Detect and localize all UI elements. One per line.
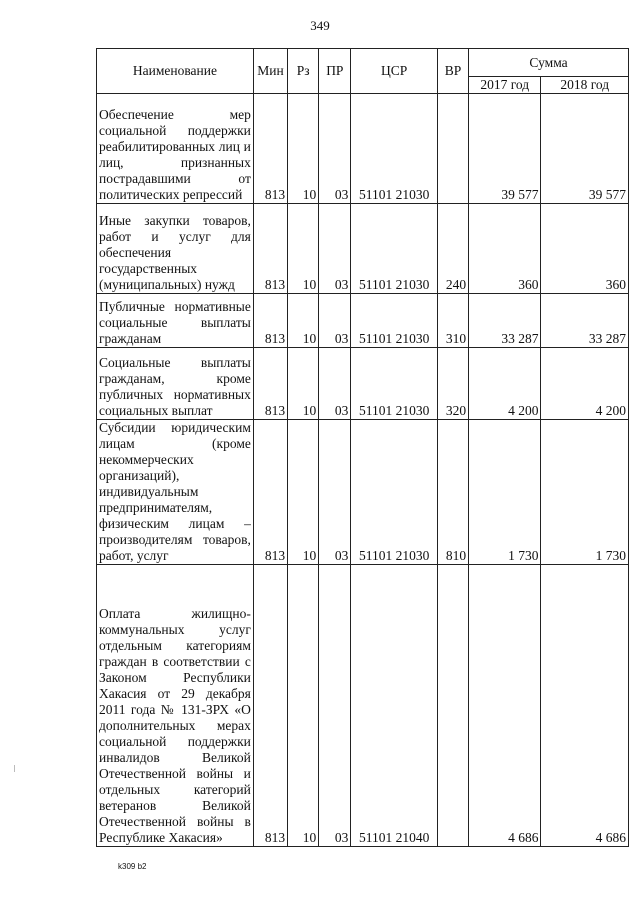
header-year-2017: 2017 год — [469, 77, 541, 94]
budget-table — [96, 48, 629, 847]
row-vr: 320 — [437, 348, 468, 420]
row-vr: 810 — [437, 420, 468, 565]
header-min: Мин — [253, 49, 287, 94]
table-row — [97, 204, 629, 294]
row-rz: 10 — [288, 204, 319, 294]
row-csr: 51101 21030 — [351, 94, 437, 204]
row-pr: 03 — [319, 204, 351, 294]
row-sum-2017: 33 287 — [469, 294, 541, 348]
page-number: 349 — [310, 18, 330, 33]
row-min: 813 — [253, 294, 287, 348]
row-rz: 10 — [288, 94, 319, 204]
row-sum-2018: 1 730 — [541, 420, 629, 565]
row-name: Обеспечение мер социальной поддержки реабилитированных лиц и лиц, признанных пострадавшими от политических репрессий — [97, 94, 254, 204]
row-name: Публичные нормативные социальные выплаты гражданам — [97, 294, 254, 348]
row-csr: 51101 21030 — [351, 348, 437, 420]
row-vr: 240 — [437, 204, 468, 294]
row-pr: 03 — [319, 420, 351, 565]
table-row — [97, 294, 629, 348]
table-row — [97, 565, 629, 847]
row-name: Иные закупки товаров, работ и услуг для обеспечения государственных (муниципальных) нужд — [97, 204, 254, 294]
table-row — [97, 420, 629, 565]
row-sum-2017: 4 686 — [469, 565, 541, 847]
header-year-2018: 2018 год — [541, 77, 629, 94]
row-pr: 03 — [319, 294, 351, 348]
row-csr: 51101 21030 — [351, 204, 437, 294]
row-sum-2017: 1 730 — [469, 420, 541, 565]
row-sum-2018: 4 200 — [541, 348, 629, 420]
row-min: 813 — [253, 420, 287, 565]
header-sum: Сумма — [469, 49, 629, 77]
row-name: Социальные выплаты гражданам, кроме публичных нормативных социальных выплат — [97, 348, 254, 420]
row-pr: 03 — [319, 348, 351, 420]
row-sum-2018: 33 287 — [541, 294, 629, 348]
row-sum-2017: 39 577 — [469, 94, 541, 204]
row-name: Оплата жилищно-коммунальных услуг отдельным категориям граждан в соответствии с Законом Республики Хакасия от 29 декабря 2011 года № 131-ЗРХ «О дополнительных мерах социальной поддержки инвалидов Великой Отечественной войны и отдельных категорий ветеранов Великой Отечественной войны в Республике Хакасия» — [97, 565, 254, 847]
table-row — [97, 94, 629, 204]
header-name: Наименование — [97, 49, 254, 94]
header-pr: ПР — [319, 49, 351, 94]
header-rz: Рз — [288, 49, 319, 94]
row-vr: 310 — [437, 294, 468, 348]
scan-margin-mark — [14, 765, 15, 772]
row-csr: 51101 21040 — [351, 565, 437, 847]
row-sum-2017: 360 — [469, 204, 541, 294]
header-csr: ЦСР — [351, 49, 437, 94]
row-csr: 51101 21030 — [351, 420, 437, 565]
row-vr — [437, 94, 468, 204]
row-pr: 03 — [319, 565, 351, 847]
row-sum-2017: 4 200 — [469, 348, 541, 420]
row-csr: 51101 21030 — [351, 294, 437, 348]
row-sum-2018: 4 686 — [541, 565, 629, 847]
header-vr: ВР — [437, 49, 468, 94]
row-rz: 10 — [288, 294, 319, 348]
row-vr — [437, 565, 468, 847]
footer-code: k309 b2 — [118, 862, 147, 871]
row-min: 813 — [253, 94, 287, 204]
row-sum-2018: 39 577 — [541, 94, 629, 204]
row-min: 813 — [253, 348, 287, 420]
row-rz: 10 — [288, 420, 319, 565]
row-rz: 10 — [288, 348, 319, 420]
row-name: Субсидии юридическим лицам (кроме некоммерческих организаций), индивидуальным предпринимателям, физическим лицам – производителям товаров, работ, услуг — [97, 420, 254, 565]
row-rz: 10 — [288, 565, 319, 847]
row-pr: 03 — [319, 94, 351, 204]
row-min: 813 — [253, 565, 287, 847]
row-sum-2018: 360 — [541, 204, 629, 294]
table-row — [97, 348, 629, 420]
row-min: 813 — [253, 204, 287, 294]
